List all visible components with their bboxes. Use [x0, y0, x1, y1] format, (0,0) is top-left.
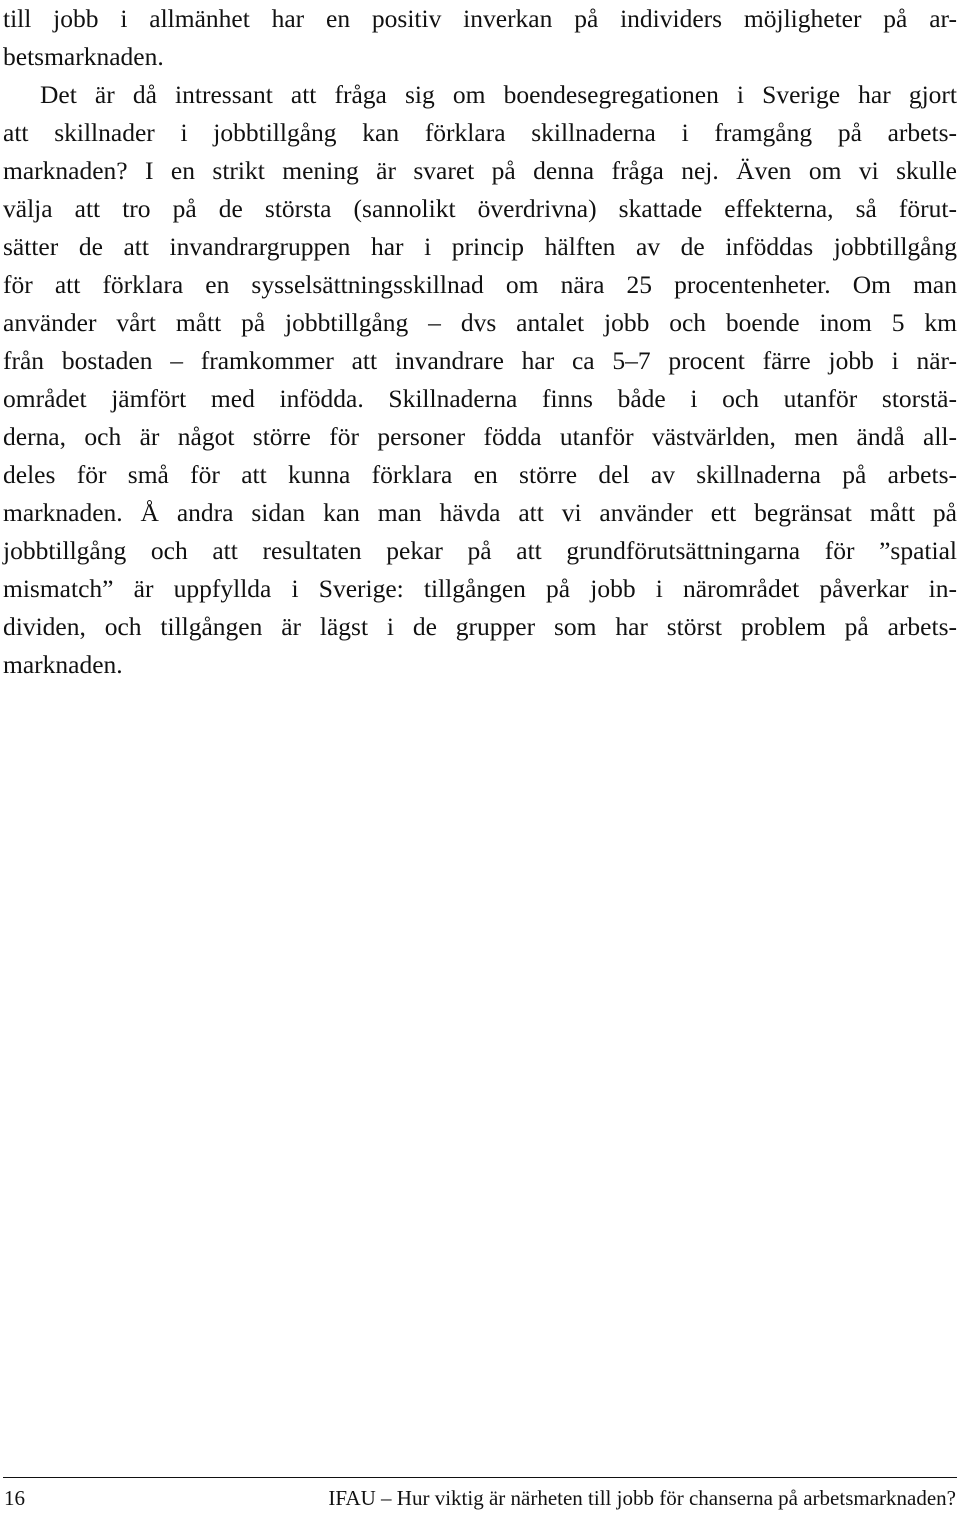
body-text-line: marknaden? I en strikt mening är svaret på denna fråga nej. Även om vi skulle — [3, 156, 957, 185]
body-text-line: marknaden. — [3, 650, 123, 679]
body-text-line: för att förklara en sysselsättningsskillnad om nära 25 procentenheter. Om man — [3, 270, 957, 299]
body-text-line: använder vårt mått på jobbtillgång – dvs antalet jobb och boende inom 5 km — [3, 308, 957, 337]
body-text-line: mismatch” är uppfyllda i Sverige: tillgången på jobb i närområdet påverkar in- — [3, 574, 957, 603]
body-text-line: dividen, och tillgången är lägst i de grupper som har störst problem på arbets- — [3, 612, 957, 641]
body-text-line: området jämfört med infödda. Skillnaderna finns både i och utanför storstä- — [3, 384, 957, 413]
body-text-line: välja att tro på de största (sannolikt överdrivna) skattade effekterna, så förut- — [3, 194, 957, 223]
body-text-line: derna, och är något större för personer födda utanför västvärlden, men ändå all- — [3, 422, 957, 451]
body-text-line: marknaden. Å andra sidan kan man hävda att vi använder ett begränsat mått på — [3, 498, 957, 527]
body-text-line: att skillnader i jobbtillgång kan förklara skillnaderna i framgång på arbets- — [3, 118, 957, 147]
body-text-line: från bostaden – framkommer att invandrare har ca 5–7 procent färre jobb i när- — [3, 346, 957, 375]
body-text-line: jobbtillgång och att resultaten pekar på att grundförutsättningarna för ”spatial — [3, 536, 957, 565]
footer-rule — [3, 1477, 957, 1478]
running-footer-title: IFAU – Hur viktig är närheten till jobb för chanserna på arbetsmarknaden? — [328, 1486, 956, 1510]
body-text-line: till jobb i allmänhet har en positiv inverkan på individers möjligheter på ar- — [3, 4, 957, 33]
body-text-line: sätter de att invandrargruppen har i princip hälften av de inföddas jobbtillgång — [3, 232, 957, 261]
page-number: 16 — [4, 1486, 25, 1510]
body-text-line: betsmarknaden. — [3, 42, 164, 71]
body-text-line: Det är då intressant att fråga sig om boendesegregationen i Sverige har gjort — [40, 80, 957, 109]
body-text-line: deles för små för att kunna förklara en större del av skillnaderna på arbets- — [3, 460, 957, 489]
